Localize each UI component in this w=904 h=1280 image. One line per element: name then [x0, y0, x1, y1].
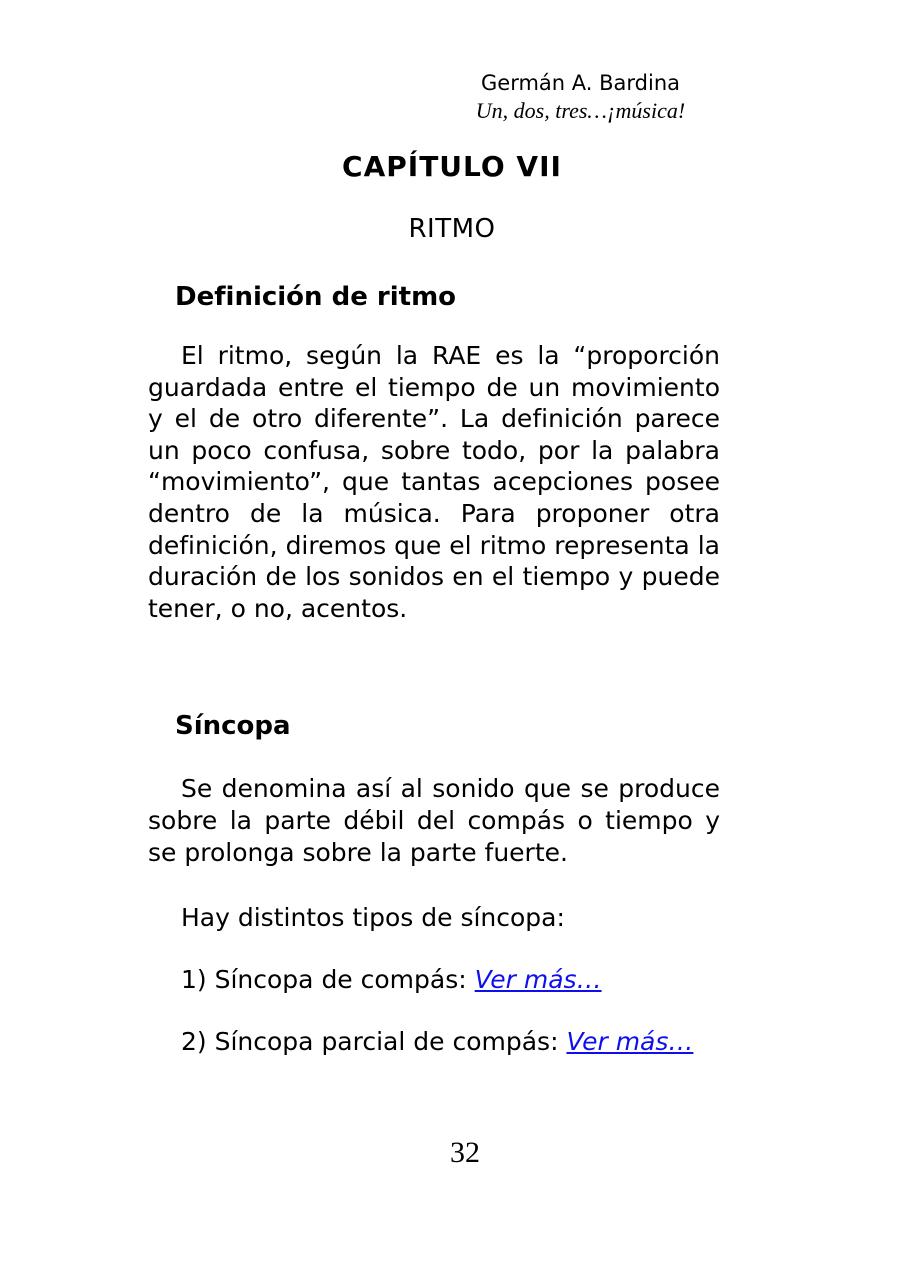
sincopa-types-intro: Hay distintos tipos de síncopa:: [181, 903, 565, 933]
section-heading-definicion-de-ritmo: Definición de ritmo: [175, 282, 457, 312]
page-content: [148, 281, 720, 1058]
sincopa-type-2-label: 2) Síncopa parcial de compás:: [181, 1027, 559, 1057]
header-author: Germán A. Bardina: [481, 71, 680, 95]
ver-mas-link-1[interactable]: Ver más…: [474, 965, 602, 995]
section-heading-sincopa: Síncopa: [175, 711, 291, 742]
sincopa-type-item-2: [148, 1026, 720, 1058]
paragraph-sincopa: Se denomina así al sonido que se produce sobre la parte débil del compás o tiempo y se prolonga sobre la parte fuerte.: [148, 774, 720, 867]
ver-mas-link-2[interactable]: Ver más…: [566, 1027, 694, 1057]
chapter-title: CAPÍTULO VII: [342, 150, 562, 183]
header-book-title: Un, dos, tres…¡música!: [475, 98, 686, 123]
running-header: [257, 0, 904, 124]
sincopa-type-1-label: 1) Síncopa de compás:: [181, 965, 467, 995]
paragraph-definicion-de-ritmo: El ritmo, según la RAE es la “proporción guardada entre el tiempo de un movimiento y el de otro diferente”. La definición parece un poco confusa, sobre todo, por la palabra “movimiento”, que tantas acepciones posee dentro de la música. Para proponer otra definición, diremos que el ritmo representa la duración de los sonidos en el tiempo y puede tener, o no, acentos.: [148, 341, 720, 623]
page-number: 32: [450, 1136, 480, 1169]
chapter-subtitle: RITMO: [408, 214, 496, 244]
sincopa-type-item-1: [148, 964, 720, 996]
